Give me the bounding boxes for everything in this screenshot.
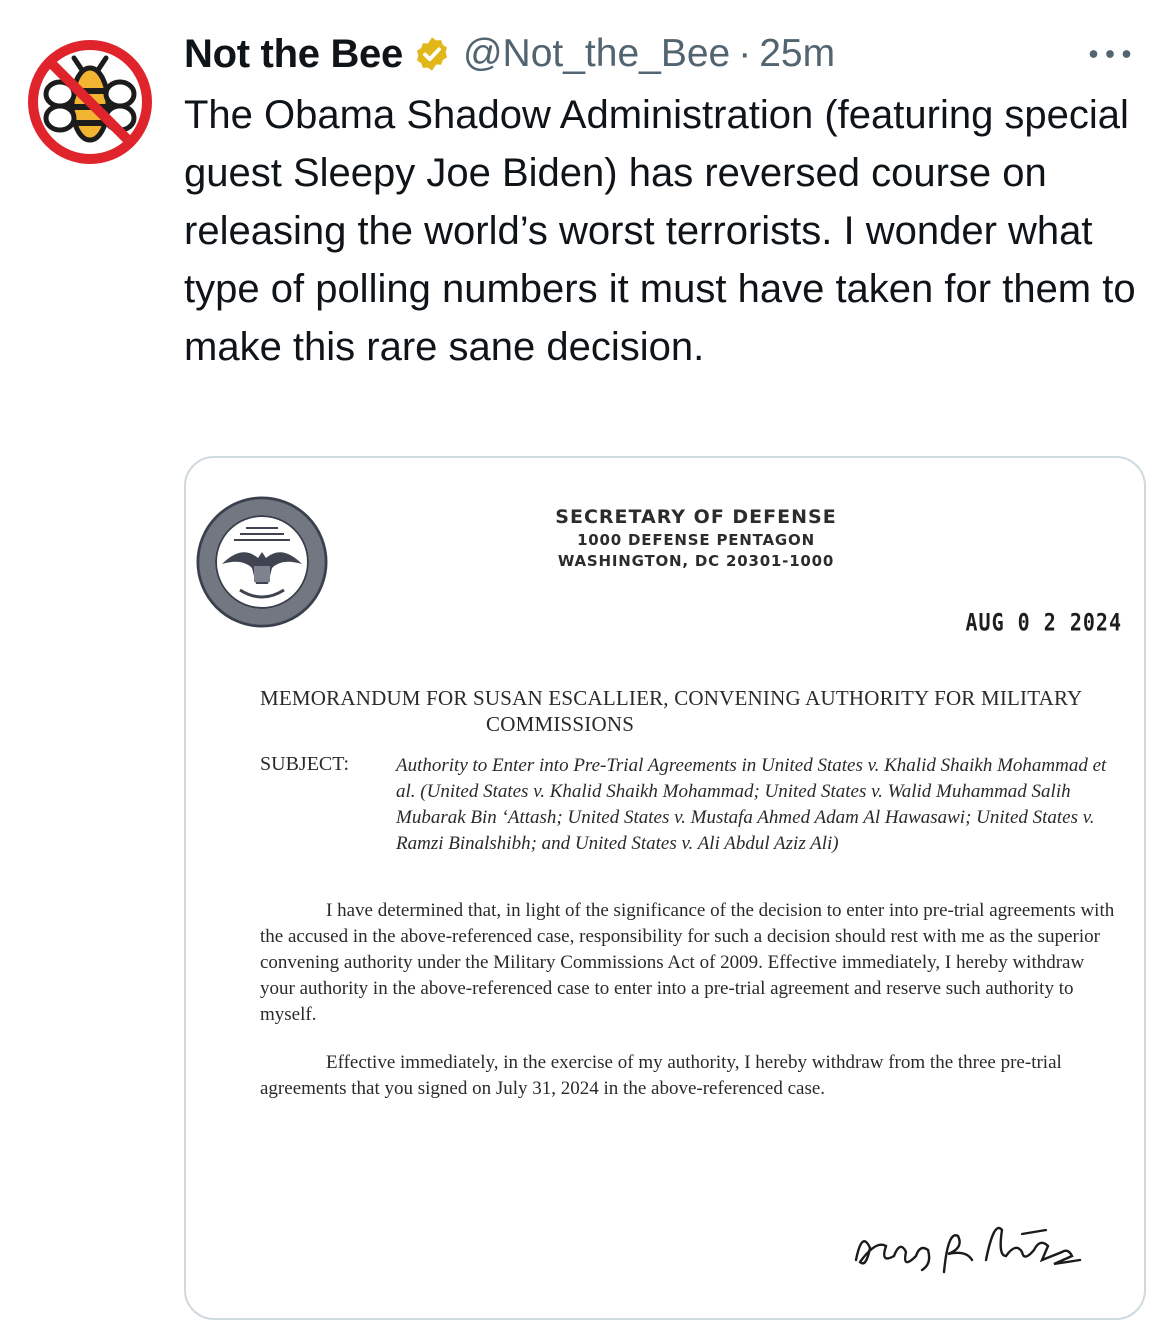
memorandum-document [186,458,1144,1318]
separator-dot: · [738,32,752,75]
avatar[interactable] [26,38,154,166]
memo-recipient-line2: COMMISSIONS [486,712,635,736]
verified-badge-icon[interactable] [413,35,451,73]
subject-label: SUBJECT: [260,753,350,775]
date-stamp: AUG 0 2 2024 [965,607,1122,637]
body-paragraph-1: I have determined that, in light of the significance of the decision to enter into pre-trial agreements with the accused in the above-referenced case, responsibility for such a decision should rest with me as the superior convening authority under the Military Commissions Act of 2009. Effective immediately, I hereby withdraw your authority in the above-referenced case to enter into a pre-trial agreement and reserve such authority to myself. [260,900,1115,1025]
letterhead-address-line1: 1000 DEFENSE PENTAGON [577,531,815,549]
attached-image-card[interactable] [184,456,1146,1320]
author-handle[interactable]: @Not_the_Bee [462,32,731,75]
department-of-defense-seal [194,494,330,630]
author-name[interactable]: Not the Bee [184,31,403,76]
tweet-header [184,26,1140,82]
subject-text: Authority to Enter into Pre-Trial Agreements in United States v. Khalid Shaikh Mohammad et al. (United States v. Khalid Shaikh Mohammad; United States v. Walid Muhammad Salih Mubarak Bin ‘Attash; United States v. Mustafa Ahmed Adam Al Hawasawi; United States v. Ramzi Binalshibh; and United States v. Ali Abdul Aziz Ali) [396,755,1107,854]
tweet-timestamp[interactable]: 25m [759,32,836,75]
letterhead-title: SECRETARY OF DEFENSE [555,506,837,528]
signature [836,1190,1096,1286]
tweet-text: The Obama Shadow Administration (featuring special guest Sleepy Joe Biden) has reversed course on releasing the world’s worst terrorists. I wonder what type of polling numbers it must have taken for them to make this rare sane decision. [184,93,1136,369]
bee-logo-icon [26,38,154,166]
body-paragraph-2: Effective immediately, in the exercise of my authority, I hereby withdraw from the three pre-trial agreements that you signed on July 31, 2024 in the above-referenced case. [260,1052,1062,1099]
letterhead-address-line2: WASHINGTON, DC 20301-1000 [557,552,835,570]
memo-recipient-line1: MEMORANDUM FOR SUSAN ESCALLIER, CONVENING AUTHORITY FOR MILITARY [260,686,1083,710]
more-horizontal-icon[interactable] [1080,26,1140,82]
